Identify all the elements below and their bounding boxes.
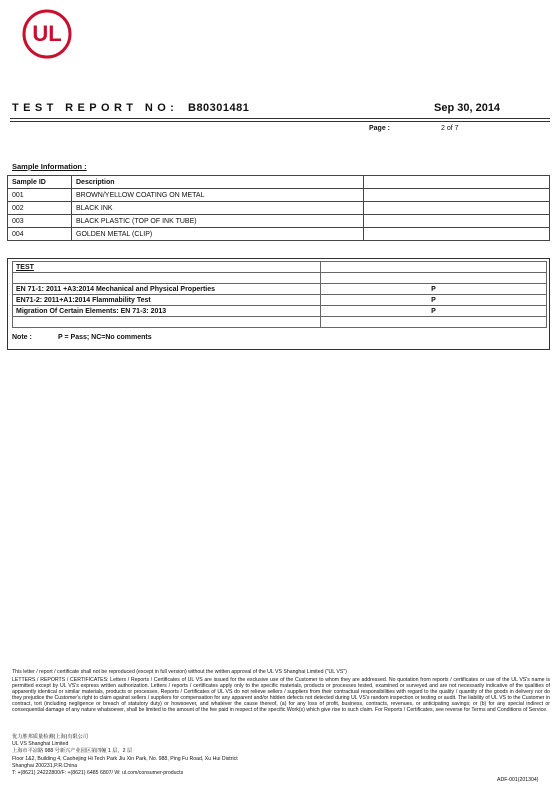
- empty-cell: [364, 202, 550, 215]
- test-name: Migration Of Certain Elements: EN 71-3: 2013: [13, 306, 321, 317]
- test-header: TEST: [13, 262, 321, 273]
- sample-table: [7, 175, 550, 241]
- footer-contact: T: +(8621) 24222800/F: +(8621) 6485 6807/ W: ul.com/consumer-products: [12, 770, 184, 776]
- page-number: 2 of 7: [441, 125, 459, 132]
- empty-cell: [364, 228, 550, 241]
- sample-id: 002: [8, 202, 72, 215]
- footer-legal-text: LETTERS / REPORTS / CERTIFICATES: Letters / Reports / Certificates of UL VS are issued for the exclusive use of the Customer to whom they are addressed. No quotation from reports / certificates or use of the UL VS's name is permitted except by UL VS's express written authorization. Letters / reports / certificates apply only to the specific materials, products or processes tested, examined or surveyed and are not necessarily indicative of the qualities of apparently identical or similar materials, products or processes. Reports / Certificates of UL VS do not relieve sellers / suppliers from their contractual responsibilities with regard to the quality / quantity of the goods in delivery nor do they prejudice the Customer's right to claim against sellers / suppliers for compensation for any apparent and/or hidden defects not detected during UL VS's random inspection or testing or audit. The liability of UL VS to the Customer in contract, tort (including negligence or breach of statutory duty) or howsoever, and whatever the cause thereof, (a) for any loss of profit, business, contracts, revenues, or anticipating savings; or (b) for any special indirect or consequential damage of any nature whatsoever, shall be limited to the amount of the fee paid in respect of the specific Work(s) which give rise to such claim. For Reports / Certificates, see reverse for Terms and Conditions of Service.: [12, 677, 550, 713]
- test-name: EN 71-1: 2011 +A3:2014 Mechanical and Physical Properties: [13, 284, 321, 295]
- test-result: P: [321, 306, 547, 317]
- test-table: [12, 261, 547, 328]
- table-row: [8, 215, 550, 228]
- empty-cell: [364, 189, 550, 202]
- report-number: B80301481: [188, 102, 250, 114]
- table-header-row: [8, 176, 550, 189]
- empty-cell: [321, 262, 547, 273]
- col-header-description: Description: [72, 176, 364, 189]
- header-rule-top: [10, 118, 550, 119]
- note-label: Note :: [12, 334, 32, 341]
- sample-desc: BLACK PLASTIC (TOP OF INK TUBE): [72, 215, 364, 228]
- sample-desc: BROWN/YELLOW COATING ON METAL: [72, 189, 364, 202]
- empty-cell: [321, 273, 547, 284]
- footer-city: Shanghai 200231,P.R.China: [12, 763, 78, 769]
- test-result: P: [321, 295, 547, 306]
- empty-cell: [13, 317, 321, 328]
- footer-address-cn: 上海市平凉路 988 号新兴产业园区第四幢 1 层、2 层: [12, 748, 133, 754]
- col-header-empty: [364, 176, 550, 189]
- sample-id: 004: [8, 228, 72, 241]
- header-rule-bottom: [10, 121, 550, 122]
- sample-desc: BLACK INK: [72, 202, 364, 215]
- footer-reproduction-notice: This letter / report / certificate shall not be reproduced (except in full version) without the written approval of the UL VS Shanghai Limited ("UL VS"): [12, 669, 347, 675]
- table-row: [8, 202, 550, 215]
- test-header-row: [13, 262, 547, 273]
- report-title: TEST REPORT NO:: [12, 102, 179, 114]
- sample-info-title: Sample Information :: [12, 162, 87, 171]
- table-row: [8, 189, 550, 202]
- sample-desc: GOLDEN METAL (CLIP): [72, 228, 364, 241]
- table-row: [13, 306, 547, 317]
- report-date: Sep 30, 2014: [434, 102, 501, 114]
- page-label: Page :: [369, 125, 391, 132]
- table-row: [8, 228, 550, 241]
- spacer-row: [13, 273, 547, 284]
- logo-text: UL: [32, 21, 62, 46]
- test-results-box: [7, 258, 550, 350]
- test-result: P: [321, 284, 547, 295]
- sample-id: 003: [8, 215, 72, 228]
- table-row: [13, 295, 547, 306]
- form-code: ADF-001(201304): [497, 777, 539, 783]
- footer-company: UL VS Shanghai Limited: [12, 741, 69, 747]
- sample-id: 001: [8, 189, 72, 202]
- footer-address: Floor 1&2, Building 4, Caohejing Hi Tech Park Jiu Xin Park, No. 988, Ping Fu Road, Xu Hui District: [12, 756, 238, 762]
- note-text: P = Pass; NC=No comments: [58, 334, 152, 341]
- footer-company-cn: 优力胜邦质量检测(上海)有限公司: [12, 734, 89, 740]
- test-name: EN71-2: 2011+A1:2014 Flammability Test: [13, 295, 321, 306]
- col-header-sample-id: Sample ID: [8, 176, 72, 189]
- empty-cell: [364, 215, 550, 228]
- ul-logo: [22, 9, 72, 59]
- empty-cell: [321, 317, 547, 328]
- spacer-row: [13, 317, 547, 328]
- table-row: [13, 284, 547, 295]
- empty-cell: [13, 273, 321, 284]
